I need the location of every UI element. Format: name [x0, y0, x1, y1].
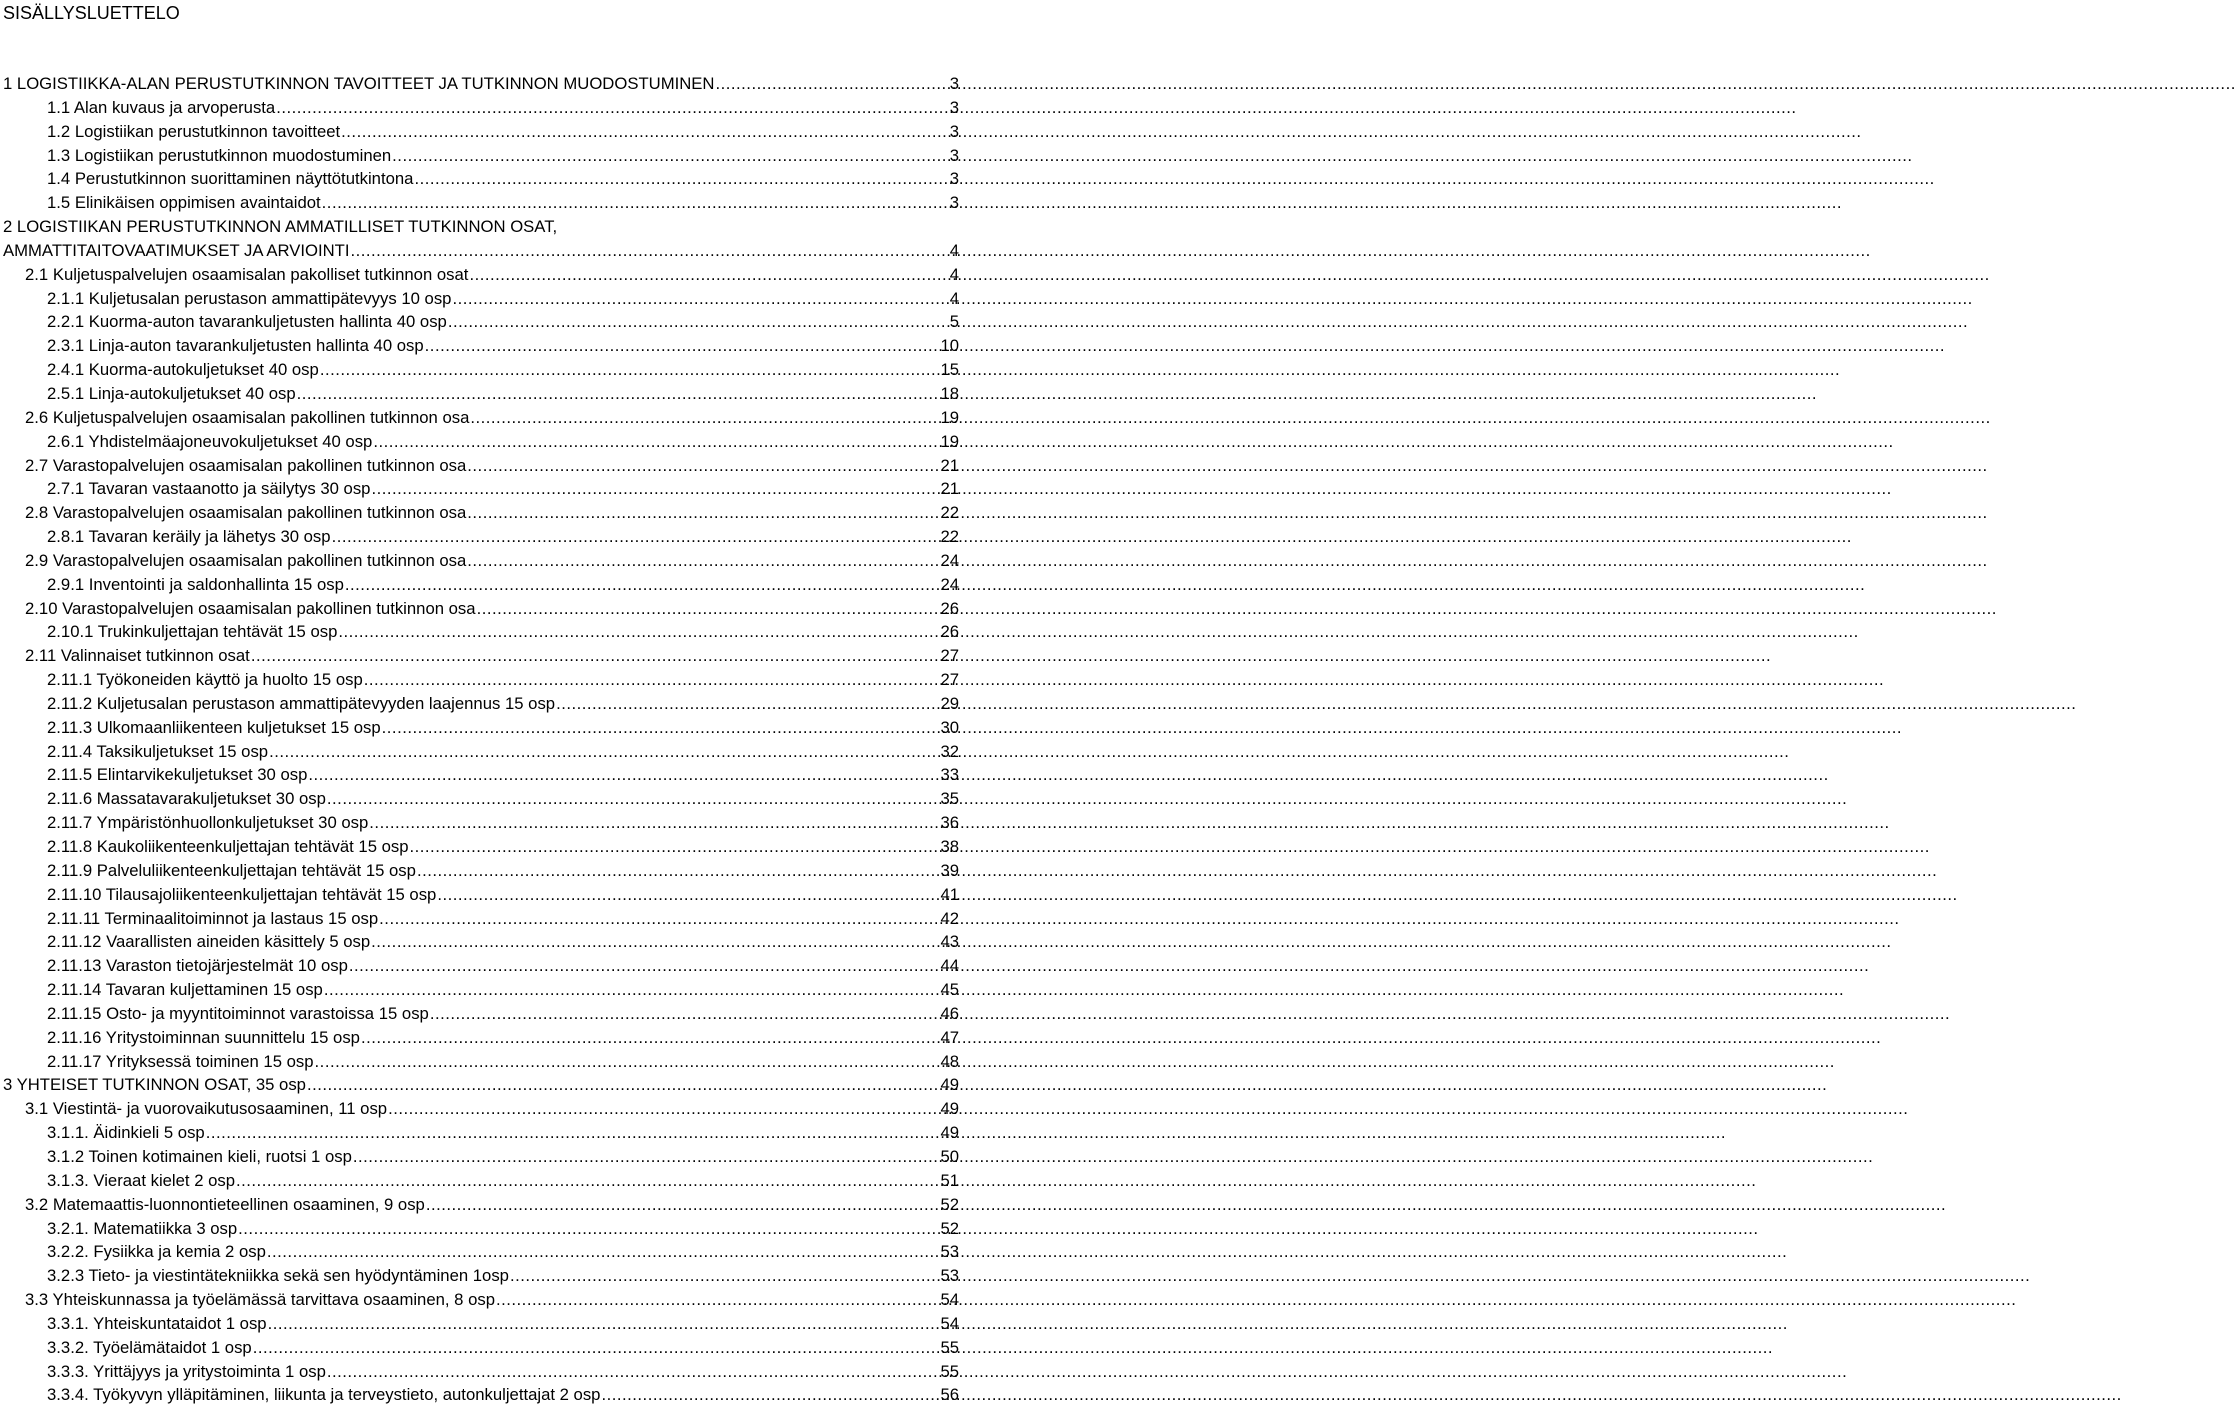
toc-entry[interactable]	[0, 692, 960, 716]
dot-leader	[327, 1360, 940, 1384]
toc-entry[interactable]	[0, 191, 960, 215]
toc-entry[interactable]	[0, 740, 960, 764]
dot-leader	[414, 167, 948, 191]
toc-entry-title: 2.3.1 Linja-auton tavarankuljetusten hallinta 40 osp	[47, 336, 424, 356]
toc-entry-page-number: 50	[940, 1146, 959, 1166]
toc-entry-page-number: 19	[940, 407, 959, 427]
toc-entry-title: 2.7 Varastopalvelujen osaamisalan pakollinen tutkinnon osa	[25, 455, 467, 475]
dot-leader	[452, 287, 948, 311]
dot-leader	[448, 310, 949, 334]
toc-entry-title: 2.11.17 Yrityksessä toiminen 15 osp	[47, 1051, 314, 1071]
toc-entry-title: 2.2.1 Kuorma-auton tavarankuljetusten hallinta 40 osp	[47, 312, 447, 332]
toc-entry-page-number: 10	[940, 336, 959, 356]
dot-leader	[350, 239, 948, 263]
dot-leader	[253, 1336, 940, 1360]
toc-entry-title: 3.2.1. Matematiikka 3 osp	[47, 1218, 238, 1238]
toc-entry-page-number: 5	[949, 312, 959, 332]
toc-entry-title: 3.1.2 Toinen kotimainen kieli, ruotsi 1 osp	[47, 1146, 352, 1166]
toc-entry[interactable]	[0, 597, 960, 621]
toc-entry-title: 2.11.10 Tilausajoliikenteenkuljettajan tehtävät 15 osp	[47, 884, 437, 904]
toc-entry[interactable]	[0, 954, 960, 978]
dot-leader	[268, 1312, 940, 1336]
page-title: SISÄLLYSLUETTELO	[3, 3, 180, 23]
toc-entry-title: 2.11.5 Elintarvikekuljetukset 30 osp	[47, 765, 308, 785]
toc-entry-title: 2.11.15 Osto- ja myyntitoiminnot varastoissa 15 osp	[47, 1003, 429, 1023]
toc-entry-title: 2.9.1 Inventointi ja saldonhallinta 15 osp	[47, 574, 344, 594]
toc-entry-page-number: 3	[949, 169, 959, 189]
dot-leader	[322, 191, 949, 215]
toc-entry[interactable]	[0, 334, 960, 358]
toc-entry[interactable]	[0, 310, 960, 334]
toc-entry[interactable]	[0, 835, 960, 859]
dot-leader	[320, 358, 940, 382]
toc-entry-page-number: 43	[940, 932, 959, 952]
toc-entry-page-number: 41	[940, 884, 959, 904]
toc-entry-page-number: 51	[940, 1170, 959, 1190]
toc-entry-title: 2.1 Kuljetuspalvelujen osaamisalan pakolliset tutkinnon osat	[25, 264, 469, 284]
toc-entry-title: 3.3.3. Yrittäjyys ja yritystoiminta 1 osp	[47, 1361, 326, 1381]
dot-leader	[206, 1121, 940, 1145]
toc-entry[interactable]	[0, 287, 960, 311]
dot-leader	[437, 883, 939, 907]
dot-leader	[430, 1002, 940, 1026]
toc-entry-title: 2.5.1 Linja-autokuljetukset 40 osp	[47, 383, 296, 403]
toc-entry[interactable]	[0, 1169, 960, 1193]
toc-entry-page-number: 3	[949, 145, 959, 165]
toc-entry[interactable]	[0, 239, 960, 263]
toc-entry-page-number: 26	[940, 598, 959, 618]
toc-entry[interactable]	[0, 358, 960, 382]
toc-entry-title: 2.11.16 Yritystoiminnan suunnittelu 15 osp	[47, 1027, 360, 1047]
toc-entry-page-number: 29	[940, 693, 959, 713]
toc-entry-page-number: 42	[940, 908, 959, 928]
dot-leader	[308, 763, 939, 787]
toc-entry[interactable]	[0, 1097, 960, 1121]
dot-leader	[341, 120, 949, 144]
dot-leader	[345, 573, 940, 597]
dot-leader	[371, 930, 939, 954]
toc-entry-page-number: 36	[940, 813, 959, 833]
toc-entry-title: 2.1.1 Kuljetusalan perustason ammattipätevyys 10 osp	[47, 288, 452, 308]
toc-entry-page-number: 22	[940, 503, 959, 523]
toc-entry[interactable]	[0, 1217, 960, 1241]
toc-entry-title: 1.5 Elinikäisen oppimisen avaintaidot	[47, 193, 321, 213]
toc-entry-title: 3.3.4. Työkyvyn ylläpitäminen, liikunta ja terveystieto, autonkuljettajat 2 osp	[47, 1385, 601, 1405]
dot-leader	[251, 644, 940, 668]
toc-entry-title: AMMATTITAITOVAATIMUKSET JA ARVIOINTI	[3, 240, 350, 260]
dot-leader	[410, 835, 940, 859]
toc-entry-page-number: 21	[940, 479, 959, 499]
dot-leader	[307, 1073, 939, 1097]
toc-entry-page-number: 46	[940, 1003, 959, 1023]
toc-entry-page-number: 48	[940, 1051, 959, 1071]
toc-entry-page-number: 35	[940, 789, 959, 809]
dot-leader	[470, 406, 939, 430]
dot-leader	[297, 382, 940, 406]
dot-leader	[364, 668, 940, 692]
dot-leader	[349, 954, 940, 978]
toc-entry-title: 3.1.1. Äidinkieli 5 osp	[47, 1123, 205, 1143]
toc-entry-title: 2.6 Kuljetuspalvelujen osaamisalan pakollinen tutkinnon osa	[25, 407, 470, 427]
toc-entry[interactable]	[0, 525, 960, 549]
toc-entry-page-number: 53	[940, 1242, 959, 1262]
dot-leader	[467, 549, 939, 573]
toc-entry-title: 2.11.14 Tavaran kuljettaminen 15 osp	[47, 980, 323, 1000]
dot-leader	[477, 597, 940, 621]
toc-entry-title: 2.11.3 Ulkomaanliikenteen kuljetukset 15 osp	[47, 717, 381, 737]
toc-entry-title: 3.2.2. Fysiikka ja kemia 2 osp	[47, 1242, 266, 1262]
dot-leader	[379, 907, 939, 931]
toc-entry-title: 2.11.6 Massatavarakuljetukset 30 osp	[47, 789, 326, 809]
toc-entry[interactable]	[0, 96, 960, 120]
toc-entry-page-number: 3	[949, 74, 959, 93]
dot-leader	[269, 740, 939, 764]
toc-entry[interactable]	[0, 215, 960, 239]
dot-leader	[496, 1288, 939, 1312]
toc-entry[interactable]	[0, 167, 960, 191]
toc-entry-title: 2.11.13 Varaston tietojärjestelmät 10 osp	[47, 956, 348, 976]
dot-leader	[236, 1169, 939, 1193]
toc-entry-page-number: 49	[940, 1123, 959, 1143]
toc-entry[interactable]	[0, 1240, 960, 1264]
toc-entry-page-number: 27	[940, 670, 959, 690]
toc-entry-title: 2.11.7 Ympäristönhuollonkuljetukset 30 osp	[47, 813, 369, 833]
toc-entry-page-number: 24	[940, 574, 959, 594]
dot-leader	[353, 1145, 940, 1169]
dot-leader	[467, 454, 939, 478]
dot-leader	[267, 1240, 940, 1264]
toc-entry-title: 2.11 Valinnaiset tutkinnon osat	[25, 646, 250, 666]
dot-leader	[392, 144, 949, 168]
toc-entry[interactable]	[0, 382, 960, 406]
toc-entry-page-number: 4	[949, 264, 959, 284]
dot-leader	[371, 477, 939, 501]
toc-entry[interactable]	[0, 1002, 960, 1026]
toc-entry-page-number: 44	[940, 956, 959, 976]
toc-entry-page-number: 33	[940, 765, 959, 785]
toc-entry[interactable]	[0, 644, 960, 668]
toc-entry-page-number: 53	[940, 1266, 959, 1286]
toc-entry-title: 3.2.3 Tieto- ja viestintätekniikka sekä sen hyödyntäminen 1osp	[47, 1266, 509, 1286]
toc-entry-page-number: 56	[940, 1385, 959, 1405]
toc-entry-title: 2.11.8 Kaukoliikenteenkuljettajan tehtävät 15 osp	[47, 837, 409, 856]
toc-entry-page-number: 45	[940, 980, 959, 1000]
toc-entry-title: 3.1.3. Vieraat kielet 2 osp	[47, 1170, 236, 1190]
toc-entry-title: 1 LOGISTIIKKA-ALAN PERUSTUTKINNON TAVOITTEET JA TUTKINNON MUODOSTUMINEN	[3, 74, 715, 93]
dot-leader	[332, 525, 940, 549]
toc-entry-page-number: 3	[949, 97, 959, 117]
toc-entry-title: 3.2 Matemaattis-luonnontieteellinen osaaminen, 9 osp	[25, 1194, 425, 1214]
toc-entry-title: 2 LOGISTIIKAN PERUSTUTKINNON AMMATILLISET TUTKINNON OSAT,	[3, 217, 558, 237]
toc-entry-title: 2.8.1 Tavaran keräily ja lähetys 30 osp	[47, 527, 331, 547]
toc-entry-page-number: 54	[940, 1290, 959, 1310]
dot-leader	[238, 1217, 939, 1241]
toc-entry[interactable]	[0, 859, 960, 883]
toc-entry[interactable]	[0, 263, 960, 287]
toc-entry[interactable]	[0, 1193, 960, 1217]
toc-entry[interactable]	[0, 501, 960, 525]
toc-entry-page-number: 32	[940, 741, 959, 761]
toc-entry-page-number: 49	[940, 1075, 959, 1095]
toc-entry[interactable]	[0, 1360, 960, 1384]
dot-leader	[338, 620, 939, 644]
toc-entry[interactable]	[0, 1264, 960, 1288]
toc-entry[interactable]	[0, 120, 960, 144]
toc-entry[interactable]	[0, 1288, 960, 1312]
toc-entry-page-number: 54	[940, 1313, 959, 1333]
toc-entry[interactable]	[0, 811, 960, 835]
toc-entry-title: 2.6.1 Yhdistelmäajoneuvokuljetukset 40 osp	[47, 431, 373, 451]
toc-entry[interactable]	[0, 668, 960, 692]
toc-entry[interactable]	[0, 907, 960, 931]
toc-entry[interactable]	[0, 454, 960, 478]
dot-leader	[601, 1383, 939, 1407]
dot-leader	[327, 787, 940, 811]
toc-entry[interactable]	[0, 620, 960, 644]
toc-entry[interactable]	[0, 1026, 960, 1050]
toc-entry[interactable]	[0, 477, 960, 501]
toc-entry-page-number: 19	[940, 431, 959, 451]
dot-leader	[315, 1050, 940, 1074]
toc-entry-page-number: 55	[940, 1361, 959, 1381]
toc-entry-title: 2.11.2 Kuljetusalan perustason ammattipätevyyden laajennus 15 osp	[47, 693, 556, 713]
dot-leader	[388, 1097, 939, 1121]
toc-entry-page-number: 15	[940, 360, 959, 380]
dot-leader	[417, 859, 940, 883]
toc-entry-title: 1.4 Perustutkinnon suorittaminen näyttötutkintona	[47, 169, 414, 189]
toc-entry-title: 3 YHTEISET TUTKINNON OSAT, 35 osp	[3, 1075, 306, 1095]
toc-entry-title: 2.11.1 Työkoneiden käyttö ja huolto 15 osp	[47, 670, 363, 690]
toc-entry-page-number: 4	[949, 240, 959, 260]
toc-entry[interactable]	[0, 763, 960, 787]
toc-entry[interactable]	[0, 573, 960, 597]
toc-entry-title: 2.10.1 Trukinkuljettajan tehtävät 15 osp	[47, 622, 338, 642]
toc-entry-title: 3.1 Viestintä- ja vuorovaikutusosaaminen, 11 osp	[25, 1099, 388, 1119]
toc-entry-page-number: 38	[940, 837, 959, 856]
dot-leader	[469, 263, 948, 287]
toc-entry-title: 2.7.1 Tavaran vastaanotto ja säilytys 30 osp	[47, 479, 371, 499]
toc-entry[interactable]	[0, 1312, 960, 1336]
toc-entry-page-number: 52	[940, 1218, 959, 1238]
toc-entry-page-number: 24	[940, 550, 959, 570]
dot-leader	[369, 811, 939, 835]
toc-entry-title: 2.9 Varastopalvelujen osaamisalan pakollinen tutkinnon osa	[25, 550, 467, 570]
dot-leader	[425, 334, 940, 358]
toc-entry[interactable]	[0, 72, 960, 96]
toc-entry[interactable]	[0, 930, 960, 954]
toc-entry-page-number: 30	[940, 717, 959, 737]
toc-entry-title: 3.3 Yhteiskunnassa ja työelämässä tarvittava osaaminen, 8 osp	[25, 1290, 495, 1310]
toc-entry[interactable]	[0, 1121, 960, 1145]
dot-leader	[510, 1264, 939, 1288]
toc-entry-page-number: 4	[949, 288, 959, 308]
toc-entry-title: 2.11.9 Palveluliikenteenkuljettajan tehtävät 15 osp	[47, 860, 416, 880]
toc-entry[interactable]	[0, 430, 960, 454]
dot-leader	[276, 96, 949, 120]
toc-entry-title: 2.11.4 Taksikuljetukset 15 osp	[47, 741, 269, 761]
toc-entry-page-number: 26	[940, 622, 959, 642]
dot-leader	[382, 716, 940, 740]
dot-leader	[715, 72, 948, 96]
toc-entry-page-number: 22	[940, 527, 959, 547]
toc-entry-page-number: 21	[940, 455, 959, 475]
toc-entry[interactable]	[0, 1383, 960, 1407]
dot-leader	[361, 1026, 939, 1050]
toc-entry[interactable]	[0, 978, 960, 1002]
toc-entry-title: 2.8 Varastopalvelujen osaamisalan pakollinen tutkinnon osa	[25, 503, 467, 523]
toc-entry[interactable]	[0, 1050, 960, 1074]
toc-entry[interactable]	[0, 1073, 960, 1097]
toc-entry-page-number: 55	[940, 1337, 959, 1357]
toc-entry-title: 1.3 Logistiikan perustutkinnon muodostuminen	[47, 145, 392, 165]
toc-entry-title: 1.1 Alan kuvaus ja arvoperusta	[47, 97, 276, 117]
dot-leader	[426, 1193, 940, 1217]
toc-entry[interactable]	[0, 549, 960, 573]
dot-leader	[373, 430, 939, 454]
dot-leader	[556, 692, 939, 716]
toc-entry-title: 2.11.11 Terminaalitoiminnot ja lastaus 15 osp	[47, 908, 379, 928]
toc-entry[interactable]	[0, 883, 960, 907]
toc-entry-title: 3.3.2. Työelämätaidot 1 osp	[47, 1337, 252, 1357]
toc-entry-page-number: 52	[940, 1194, 959, 1214]
dot-leader	[467, 501, 939, 525]
toc-entry-page-number: 3	[949, 193, 959, 213]
toc-entry-page-number: 27	[940, 646, 959, 666]
dot-leader	[324, 978, 940, 1002]
toc-entry-title: 2.10 Varastopalvelujen osaamisalan pakollinen tutkinnon osa	[25, 598, 476, 618]
toc-entry-title: 3.3.1. Yhteiskuntataidot 1 osp	[47, 1313, 267, 1333]
toc-entry-title: 1.2 Logistiikan perustutkinnon tavoitteet	[47, 121, 341, 141]
toc-entry-page-number: 47	[940, 1027, 959, 1047]
toc-entry[interactable]	[0, 406, 960, 430]
toc-entry[interactable]	[0, 716, 960, 740]
toc-entry[interactable]	[0, 144, 960, 168]
toc-entry-title: 2.11.12 Vaarallisten aineiden käsittely 5 osp	[47, 932, 371, 952]
toc-entry-page-number: 3	[949, 121, 959, 141]
table-of-contents	[0, 72, 960, 1407]
toc-entry[interactable]	[0, 1336, 960, 1360]
toc-entry-page-number: 39	[940, 860, 959, 880]
toc-entry-page-number: 49	[940, 1099, 959, 1119]
toc-entry-page-number: 18	[940, 383, 959, 403]
toc-entry[interactable]	[0, 787, 960, 811]
toc-entry[interactable]	[0, 1145, 960, 1169]
toc-entry-title: 2.4.1 Kuorma-autokuljetukset 40 osp	[47, 360, 319, 380]
